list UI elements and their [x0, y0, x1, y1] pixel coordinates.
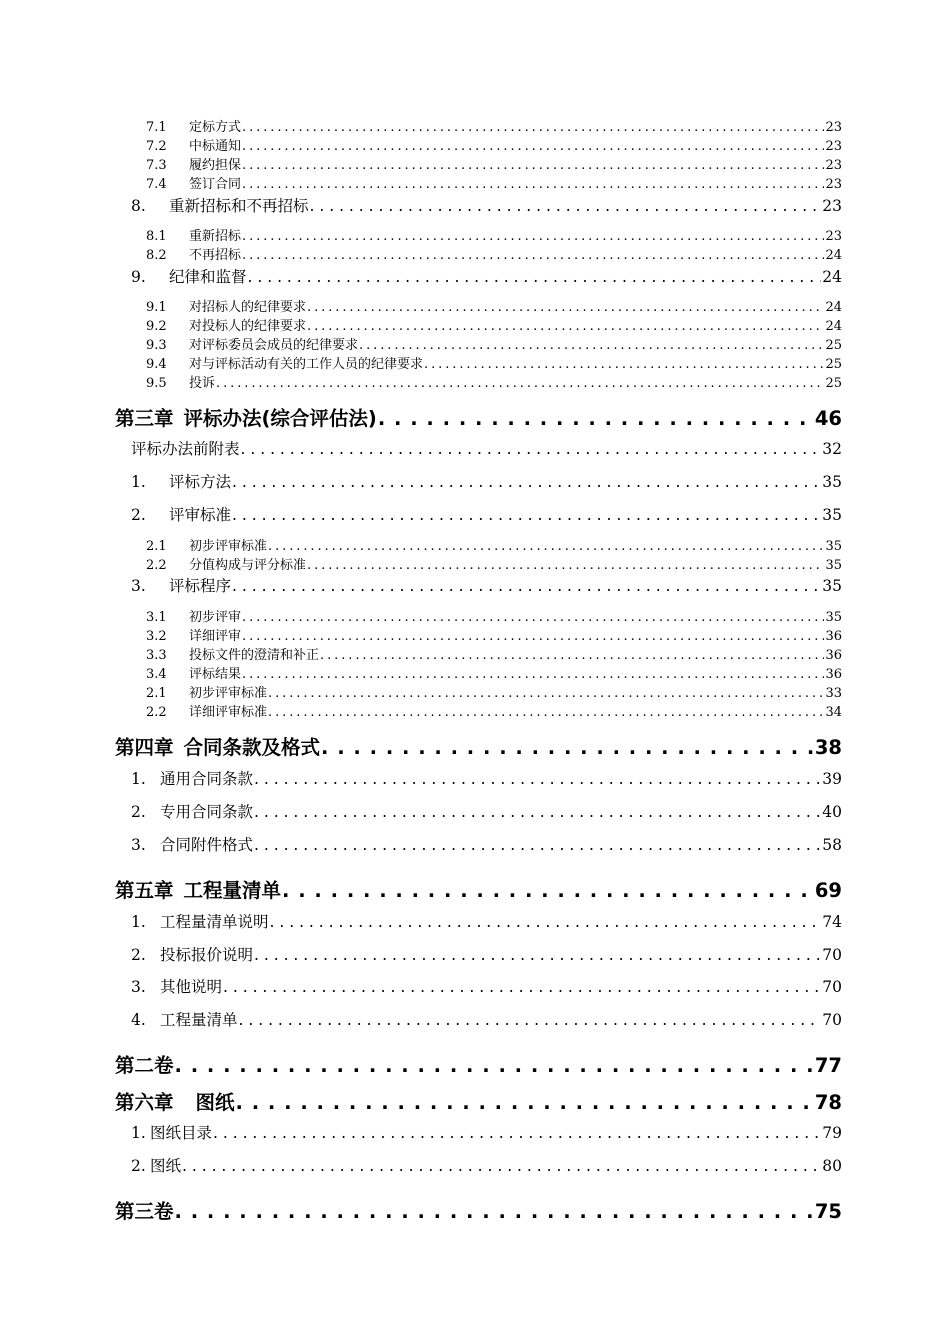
toc-entry-number: 9.1 [146, 300, 167, 315]
dot-leader [232, 506, 821, 524]
toc-entry-number: 第四章 [115, 736, 174, 759]
toc-entry-page-number: 35 [825, 610, 842, 625]
dot-leader [242, 229, 824, 244]
toc-entry[interactable] [131, 265, 842, 287]
toc-entry-page-number: 36 [825, 667, 842, 682]
dot-leader [307, 300, 824, 315]
toc-entry[interactable] [146, 315, 842, 334]
dot-leader [242, 120, 824, 135]
dot-leader [254, 803, 821, 821]
toc-entry-title: 通用合同条款 [160, 770, 254, 788]
toc-entry-title: 评标办法前附表 [131, 440, 240, 458]
toc-entry-title: 投标报价说明 [160, 946, 254, 964]
toc-entry-label [146, 682, 267, 701]
toc-entry-page-number: 35 [822, 506, 842, 524]
toc-entry-page-number: 46 [814, 407, 842, 430]
toc-entry[interactable] [146, 135, 842, 154]
toc-entry-label [146, 663, 241, 682]
toc-entry-label [131, 437, 240, 459]
toc-entry[interactable] [131, 767, 842, 789]
toc-entry-title: 评标结果 [189, 667, 242, 682]
toc-entry-number: 3. [131, 836, 146, 854]
toc-entry-label [115, 1050, 174, 1078]
toc-entry-number: 9.4 [146, 357, 167, 372]
toc-entry-label [131, 1008, 238, 1030]
toc-entry-title: 对投标人的纪律要求 [189, 319, 307, 334]
dot-leader [320, 648, 824, 663]
toc-entry-number: 2.2 [146, 705, 167, 720]
toc-entry-title: 投诉 [189, 376, 216, 391]
toc-entry-number: 7.1 [146, 120, 167, 135]
toc-entry-page-number: 39 [822, 770, 842, 788]
toc-entry[interactable] [146, 173, 842, 192]
toc-entry-label [146, 701, 267, 720]
toc-entry-page-number: 35 [825, 558, 842, 573]
toc-entry-page-number: 70 [822, 1011, 842, 1029]
toc-entry[interactable] [131, 975, 842, 997]
toc-entry-title: 图纸目录 [150, 1124, 213, 1142]
toc-entry-number: 第三章 [115, 407, 174, 430]
toc-entry-number: 1. [131, 770, 146, 788]
toc-entry-page-number: 24 [825, 248, 842, 263]
dot-leader [378, 407, 814, 430]
toc-entry-title: 其他说明 [160, 978, 223, 996]
toc-entry[interactable] [131, 910, 842, 932]
toc-entry[interactable] [131, 503, 842, 525]
dot-leader [242, 177, 824, 192]
dot-leader [307, 558, 824, 573]
dot-leader [175, 1054, 814, 1077]
toc-entry[interactable] [146, 116, 842, 135]
toc-entry-label [146, 173, 241, 192]
dot-leader [241, 440, 822, 458]
dot-leader [236, 1091, 814, 1114]
toc-entry-number: 7.2 [146, 139, 167, 154]
toc-entry-label [131, 1121, 212, 1143]
toc-entry-title: 详细评审标准 [189, 705, 268, 720]
toc-entry-title: 初步评审标准 [189, 539, 268, 554]
toc-entry[interactable] [115, 1050, 842, 1078]
toc-entry-page-number: 70 [822, 946, 842, 964]
toc-entry-number: 8.2 [146, 248, 167, 263]
toc-entry[interactable] [115, 732, 842, 760]
toc-entry-title: 详细评审 [189, 629, 242, 644]
toc-entry[interactable] [146, 154, 842, 173]
toc-entry-title: 工程量清单 [160, 1011, 238, 1029]
dot-leader [175, 1200, 814, 1223]
toc-entry[interactable] [131, 437, 842, 459]
toc-entry[interactable] [146, 682, 842, 701]
toc-entry-page-number: 36 [825, 648, 842, 663]
toc-entry-page-number: 78 [814, 1091, 842, 1114]
toc-entry-label [131, 470, 231, 492]
toc-entry[interactable] [131, 1121, 842, 1143]
toc-entry-page-number: 34 [825, 705, 842, 720]
toc-entry-number: 3. [131, 978, 146, 996]
dot-leader [321, 736, 814, 759]
toc-entry-title: 第三卷 [115, 1200, 174, 1223]
toc-entry-title: 重新招标和不再招标 [169, 197, 309, 215]
toc-entry-label [131, 943, 253, 965]
toc-entry-label [146, 154, 241, 173]
dot-leader [223, 978, 821, 996]
toc-entry-number: 2.2 [146, 558, 167, 573]
toc-entry-label [115, 403, 377, 431]
toc-entry-number: 2. [131, 946, 146, 964]
toc-entry-page-number: 25 [825, 338, 842, 353]
toc-entry-title: 初步评审标准 [189, 686, 268, 701]
toc-entry-label [115, 1196, 174, 1224]
dot-leader [268, 539, 824, 554]
toc-entry-number: 2.1 [146, 686, 167, 701]
toc-entry-title: 评标方法 [169, 473, 232, 491]
toc-entry-page-number: 79 [822, 1124, 842, 1142]
toc-entry[interactable] [146, 535, 842, 554]
toc-entry-label [146, 644, 319, 663]
toc-entry-page-number: 80 [822, 1157, 842, 1175]
toc-entry-title: 重新招标 [189, 229, 242, 244]
dot-leader [282, 879, 814, 902]
toc-entry-title: 履约担保 [189, 158, 242, 173]
toc-entry[interactable] [146, 353, 842, 372]
toc-entry[interactable] [146, 663, 842, 682]
toc-entry-page-number: 77 [814, 1054, 842, 1077]
toc-entry-label [131, 800, 253, 822]
toc-entry-title: 不再招标 [189, 248, 242, 263]
toc-entry-number: 3.3 [146, 648, 167, 663]
toc-entry-number: 7.4 [146, 177, 167, 192]
toc-entry[interactable] [131, 800, 842, 822]
toc-entry-label [146, 606, 241, 625]
toc-entry-page-number: 38 [814, 736, 842, 759]
toc-entry-page-number: 23 [825, 229, 842, 244]
dot-leader [424, 357, 824, 372]
toc-entry-title: 投标文件的澄清和补正 [189, 648, 320, 663]
toc-entry[interactable] [115, 1087, 842, 1115]
toc-entry-label [146, 225, 241, 244]
toc-entry-title: 对评标委员会成员的纪律要求 [189, 338, 359, 353]
toc-entry-title: 签订合同 [189, 177, 242, 192]
toc-entry-number: 4. [131, 1011, 146, 1029]
toc-entry-number: 2. [131, 506, 146, 524]
toc-entry[interactable] [146, 701, 842, 720]
toc-entry-number: 1. [131, 1124, 146, 1142]
toc-entry-page-number: 23 [825, 120, 842, 135]
dot-leader [254, 770, 821, 788]
toc-entry-title: 评标办法(综合评估法) [183, 407, 377, 430]
toc-entry[interactable] [146, 625, 842, 644]
dot-leader [268, 705, 824, 720]
toc-entry-label [146, 535, 267, 554]
dot-leader [254, 836, 821, 854]
toc-entry-title: 评标程序 [169, 577, 232, 595]
dot-leader [307, 319, 824, 334]
toc-entry-label [146, 315, 306, 334]
toc-entry-label [131, 975, 222, 997]
toc-entry-label [146, 334, 358, 353]
toc-entry-number: 第六章 [115, 1091, 174, 1114]
toc-entry-number: 第五章 [115, 879, 174, 902]
toc-entry-page-number: 25 [825, 376, 842, 391]
toc-entry-number: 3.2 [146, 629, 167, 644]
dot-leader [242, 667, 824, 682]
toc-entry-number: 8.1 [146, 229, 167, 244]
toc-entry-page-number: 33 [825, 686, 842, 701]
toc-entry[interactable] [146, 296, 842, 315]
toc-entry-page-number: 40 [822, 803, 842, 821]
toc-entry[interactable] [146, 644, 842, 663]
toc-entry-page-number: 24 [825, 300, 842, 315]
toc-entry-label [146, 116, 241, 135]
toc-entry-page-number: 74 [822, 913, 842, 931]
toc-entry[interactable] [131, 1008, 842, 1030]
toc-entry-label [131, 265, 247, 287]
toc-entry-label [146, 353, 423, 372]
toc-entry-page-number: 35 [822, 577, 842, 595]
toc-entry-title: 工程量清单说明 [160, 913, 269, 931]
dot-leader [242, 248, 824, 263]
toc-entry-label [131, 574, 231, 596]
toc-entry-page-number: 36 [825, 629, 842, 644]
dot-leader [232, 577, 821, 595]
toc-entry[interactable] [115, 1196, 842, 1224]
toc-entry-title: 图纸 [150, 1157, 182, 1175]
toc-entry-page-number: 70 [822, 978, 842, 996]
toc-entry-title: 合同条款及格式 [183, 736, 321, 759]
toc-entry-number: 2. [131, 803, 146, 821]
toc-entry-title: 合同附件格式 [160, 836, 254, 854]
toc-entry-number: 8. [131, 197, 146, 215]
toc-entry-number: 1. [131, 473, 146, 491]
toc-entry-number: 9.3 [146, 338, 167, 353]
toc-entry[interactable] [131, 194, 842, 216]
toc-entry-page-number: 32 [822, 440, 842, 458]
toc-entry-label [115, 875, 281, 903]
toc-entry-title: 定标方式 [189, 120, 242, 135]
toc-entry-title: 分值构成与评分标准 [189, 558, 307, 573]
toc-entry-label [131, 503, 231, 525]
dot-leader [268, 686, 824, 701]
toc-entry[interactable] [115, 403, 842, 431]
toc-entry-number: 2.1 [146, 539, 167, 554]
toc-entry-title: 工程量清单 [183, 879, 282, 902]
toc-entry-title: 纪律和监督 [169, 268, 247, 286]
toc-entry-page-number: 25 [825, 357, 842, 372]
toc-entry-label [146, 372, 215, 391]
dot-leader [242, 158, 824, 173]
toc-entry-label [146, 296, 306, 315]
toc-entry-label [131, 833, 253, 855]
toc-entry[interactable] [131, 833, 842, 855]
dot-leader [242, 629, 824, 644]
toc-entry-number: 3.1 [146, 610, 167, 625]
toc-entry-title: 初步评审 [189, 610, 242, 625]
dot-leader [242, 139, 824, 154]
toc-entry[interactable] [131, 574, 842, 596]
toc-entry-number: 3.4 [146, 667, 167, 682]
toc-entry-page-number: 35 [822, 473, 842, 491]
toc-entry[interactable] [131, 470, 842, 492]
toc-entry-label [131, 767, 253, 789]
toc-entry-page-number: 24 [822, 268, 842, 286]
dot-leader [310, 197, 822, 215]
toc-entry[interactable] [146, 225, 842, 244]
toc-entry[interactable] [115, 875, 842, 903]
toc-entry-page-number: 23 [825, 177, 842, 192]
toc-entry-number: 9.2 [146, 319, 167, 334]
toc-entry-label [131, 1154, 181, 1176]
toc-entry-number: 2. [131, 1157, 146, 1175]
toc-entry-title: 图纸 [195, 1091, 235, 1114]
toc-entry[interactable] [131, 1154, 842, 1176]
toc-entry-title: 中标通知 [189, 139, 242, 154]
toc-entry-label [146, 554, 306, 573]
toc-entry-label [131, 910, 269, 932]
toc-entry-label [131, 194, 309, 216]
toc-entry-page-number: 69 [814, 879, 842, 902]
dot-leader [359, 338, 824, 353]
toc-entry-page-number: 35 [825, 539, 842, 554]
dot-leader [239, 1011, 822, 1029]
toc-entry[interactable] [146, 554, 842, 573]
toc-entry-label [115, 732, 320, 760]
toc-entry-number: 1. [131, 913, 146, 931]
dot-leader [216, 376, 824, 391]
toc-entry-page-number: 24 [825, 319, 842, 334]
toc-entry-title: 对招标人的纪律要求 [189, 300, 307, 315]
toc-entry[interactable] [146, 244, 842, 263]
toc-entry-label [146, 135, 241, 154]
dot-leader [270, 913, 822, 931]
toc-entry-page-number: 58 [822, 836, 842, 854]
toc-entry-title: 专用合同条款 [160, 803, 254, 821]
toc-entry-number: 7.3 [146, 158, 167, 173]
toc-entry[interactable] [146, 372, 842, 391]
toc-entry-number: 3. [131, 577, 146, 595]
dot-leader [242, 610, 824, 625]
toc-entry-number: 9. [131, 268, 146, 286]
toc-entry-title: 评审标准 [169, 506, 232, 524]
toc-entry-label [146, 244, 241, 263]
toc-entry-page-number: 75 [814, 1200, 842, 1223]
dot-leader [248, 268, 822, 286]
toc-entry[interactable] [131, 943, 842, 965]
toc-entry-number: 9.5 [146, 376, 167, 391]
toc-entry-page-number: 23 [822, 197, 842, 215]
toc-entry[interactable] [146, 606, 842, 625]
toc-entry-label [146, 625, 241, 644]
dot-leader [213, 1124, 821, 1142]
toc-entry[interactable] [146, 334, 842, 353]
dot-leader [232, 473, 821, 491]
dot-leader [254, 946, 821, 964]
toc-entry-label [115, 1087, 235, 1115]
toc-entry-page-number: 23 [825, 158, 842, 173]
toc-entry-title: 对与评标活动有关的工作人员的纪律要求 [189, 357, 424, 372]
toc-entry-page-number: 23 [825, 139, 842, 154]
dot-leader [182, 1157, 821, 1175]
toc-entry-title: 第二卷 [115, 1054, 174, 1077]
